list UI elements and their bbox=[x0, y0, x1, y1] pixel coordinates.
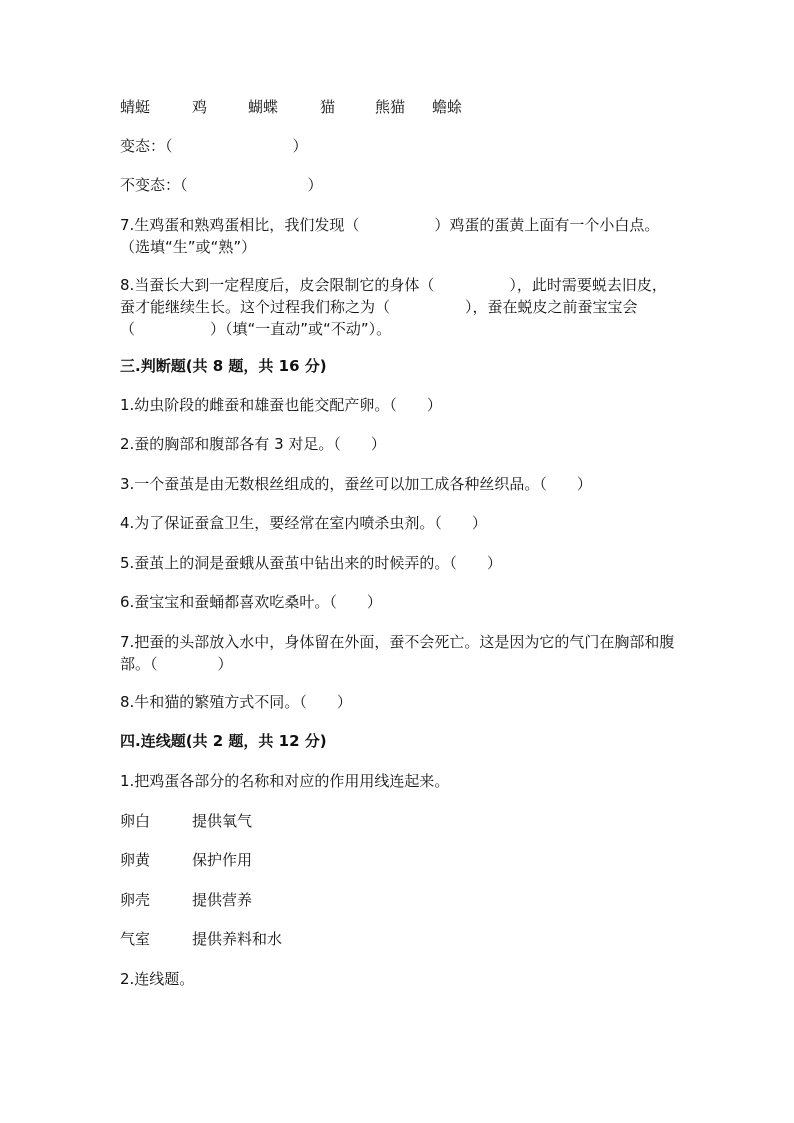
egg-function-label: 提供氧气 bbox=[192, 812, 253, 830]
animal-item: 熊猫 bbox=[375, 98, 406, 116]
judgment-item: 7.把蚕的头部放入水中，身体留在外面，蚕不会死亡。这是因为它的气门在胸部和腹部。（ ） bbox=[120, 633, 675, 673]
judgment-item: 2.蚕的胸部和腹部各有 3 对足。（ ） bbox=[120, 435, 386, 453]
animal-item: 蝴蝶 bbox=[248, 98, 279, 116]
match-pair bbox=[120, 811, 680, 832]
match-pair bbox=[120, 850, 680, 871]
egg-part-label: 卵黄 bbox=[120, 851, 151, 869]
match-pair bbox=[120, 890, 680, 911]
egg-part-label: 卵壳 bbox=[120, 891, 151, 909]
section-3-heading: 三.判断题(共 8 题，共 16 分) bbox=[120, 357, 327, 375]
judgment-item: 4.为了保证蚕盒卫生，要经常在室内喷杀虫剂。（ ） bbox=[120, 514, 487, 532]
animal-item: 蜻蜓 bbox=[120, 98, 151, 116]
judgment-item: 3.一个蚕茧是由无数根丝组成的，蚕丝可以加工成各种丝织品。（ ） bbox=[120, 475, 592, 493]
egg-part-label: 气室 bbox=[120, 930, 151, 948]
egg-function-label: 提供营养 bbox=[192, 891, 253, 909]
animal-item: 鸡 bbox=[192, 98, 208, 116]
judgment-item: 5.蚕茧上的洞是蚕蛾从蚕茧中钻出来的时候弄的。（ ） bbox=[120, 554, 502, 572]
metamorphosis-blank: 变态：（ ） bbox=[120, 137, 308, 155]
egg-part-label: 卵白 bbox=[120, 812, 151, 830]
no-metamorphosis-blank: 不变态：（ ） bbox=[120, 176, 323, 194]
judgment-item: 6.蚕宝宝和蚕蛹都喜欢吃桑叶。（ ） bbox=[120, 593, 382, 611]
egg-function-label: 提供养料和水 bbox=[192, 930, 283, 948]
question-7: 7.生鸡蛋和熟鸡蛋相比，我们发现（ ）鸡蛋的蛋黄上面有一个小白点。（选填“生”或“熟”） bbox=[120, 216, 660, 256]
animal-item: 蟾蜍 bbox=[432, 98, 463, 116]
match-1-title: 1.把鸡蛋各部分的名称和对应的作用用线连起来。 bbox=[120, 772, 450, 790]
judgment-item: 8.牛和猫的繁殖方式不同。（ ） bbox=[120, 693, 352, 711]
egg-function-label: 保护作用 bbox=[192, 851, 253, 869]
animal-list bbox=[120, 97, 680, 118]
section-4-heading: 四.连线题(共 2 题，共 12 分) bbox=[120, 732, 327, 750]
match-pair bbox=[120, 929, 680, 950]
animal-item: 猫 bbox=[320, 98, 336, 116]
judgment-item: 1.幼虫阶段的雌蚕和雄蚕也能交配产卵。（ ） bbox=[120, 396, 442, 414]
question-8: 8.当蚕长大到一定程度后，皮会限制它的身体（ ），此时需要蜕去旧皮，蚕才能继续生长。这个过程我们称之为（ ），蚕在蜕皮之前蚕宝宝会（ ）（填“一直动”或“不动”）。 bbox=[120, 276, 667, 338]
match-2-title: 2.连线题。 bbox=[120, 970, 195, 988]
